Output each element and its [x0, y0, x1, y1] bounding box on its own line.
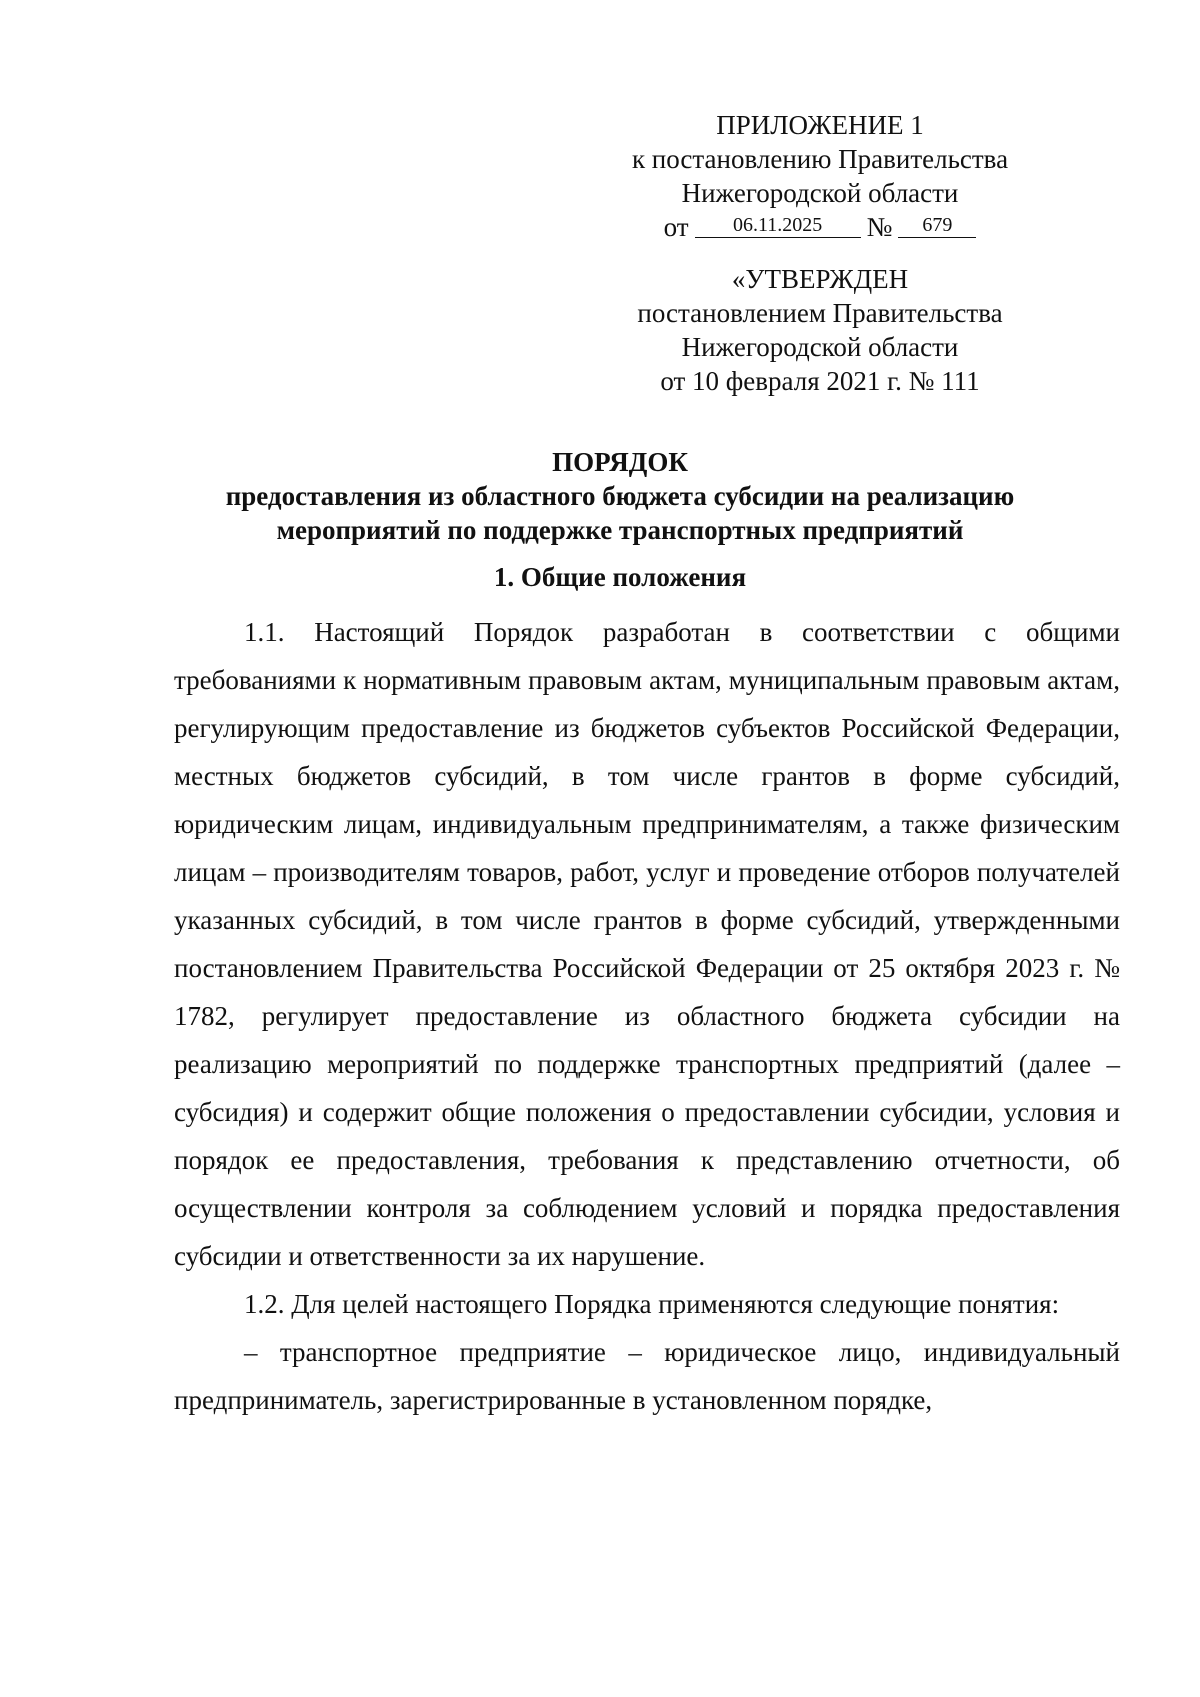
document-body — [174, 608, 1120, 1424]
appendix-line-2: к постановлению Правительства — [631, 144, 1009, 174]
approved-line-2: постановлением Правительства — [637, 298, 1003, 328]
approved-line-1: «УТВЕРЖДЕН — [731, 264, 909, 294]
number-sign: № — [866, 212, 893, 242]
paragraph-definition: – транспортное предприятие – юридическое лицо, индивидуальный предприниматель, зарегистрированные в установленном порядке, — [174, 1337, 1120, 1415]
heading-subtitle-2: мероприятий по поддержке транспортных предприятий — [276, 515, 964, 545]
approved-line-3: Нижегородской области — [681, 332, 959, 362]
heading-subtitle-1: предоставления из областного бюджета субсидии на реализацию — [225, 481, 1015, 511]
section-1-title: 1. Общие положения — [493, 562, 747, 592]
document-heading — [160, 445, 1080, 547]
date-prefix: от — [663, 212, 689, 242]
appendix-header — [560, 108, 1080, 244]
section-heading — [160, 560, 1080, 594]
heading-title: ПОРЯДОК — [552, 447, 688, 477]
approved-line-4: от 10 февраля 2021 г. № 111 — [660, 366, 980, 396]
paragraph-1-1: 1.1. Настоящий Порядок разработан в соответствии с общими требованиями к нормативным правовым актам, муниципальным правовым актам, регулирующим предоставление из бюджетов субъектов Российской Федерации, местных бюджетов субсидий, в том числе грантов в форме субсидий, юридическим лицам, индивидуальным предпринимателям, а также физическим лицам – производителям товаров, работ, услуг и проведение отборов получателей указанных субсидий, в том числе грантов в форме субсидий, утвержденными постановлением Правительства Российской Федерации от 25 октября 2023 г. № 1782, регулирует предоставление из областного бюджета субсидии на реализацию мероприятий по поддержке транспортных предприятий (далее – субсидия) и содержит общие положения о предоставлении субсидии, условия и порядок ее предоставления, требования к представлению отчетности, об осуществлении контроля за соблюдением условий и порядка предоставления субсидии и ответственности за их нарушение. — [174, 617, 1120, 1271]
appendix-title: ПРИЛОЖЕНИЕ 1 — [716, 110, 924, 140]
paragraph-1-2: 1.2. Для целей настоящего Порядка применяются следующие понятия: — [244, 1289, 1060, 1319]
appendix-date-line — [560, 210, 1080, 244]
number-value: 679 — [898, 213, 976, 238]
date-value: 06.11.2025 — [695, 213, 861, 238]
approved-block — [560, 262, 1080, 398]
appendix-line-3: Нижегородской области — [681, 178, 959, 208]
